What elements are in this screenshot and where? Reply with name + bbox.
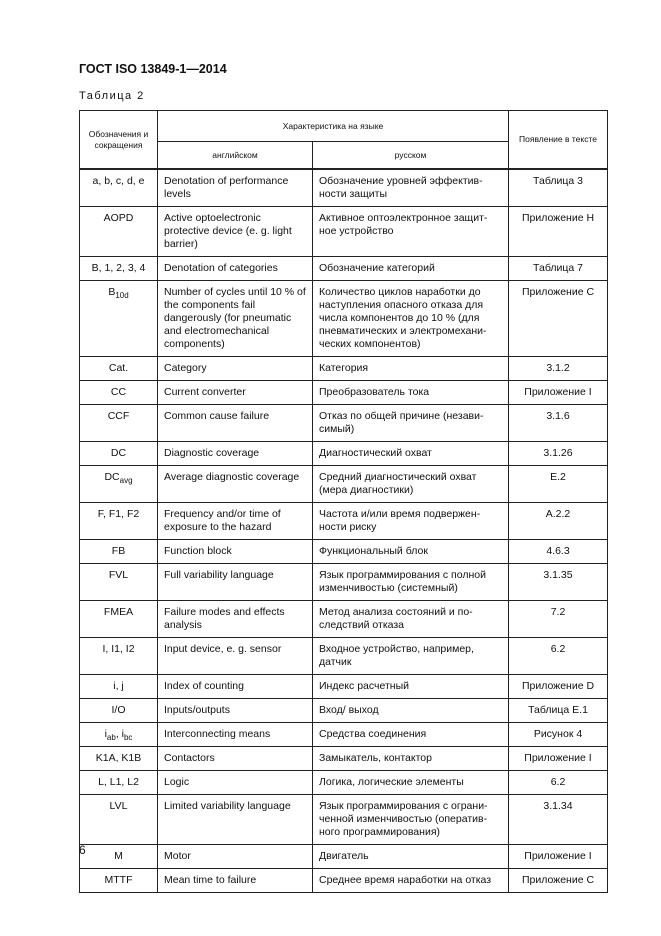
- english-cell: Logic: [158, 771, 313, 795]
- abbr-cell: [80, 281, 158, 357]
- reference-cell: 3.1.6: [509, 405, 608, 442]
- english-cell: Function block: [158, 540, 313, 564]
- table-row: [80, 466, 608, 503]
- header-russian: русском: [313, 142, 509, 170]
- english-cell: Common cause failure: [158, 405, 313, 442]
- english-cell: Interconnecting means: [158, 723, 313, 747]
- abbr-subscript: avg: [119, 476, 133, 486]
- abbr-cell: FB: [80, 540, 158, 564]
- russian-cell: Диагностический охват: [313, 442, 509, 466]
- table-row: [80, 869, 608, 893]
- abbr-cell: AOPD: [80, 207, 158, 257]
- table-caption: Таблица 2: [79, 90, 145, 102]
- english-cell: Frequency and/or time of exposure to the hazard: [158, 503, 313, 540]
- reference-cell: 3.1.35: [509, 564, 608, 601]
- english-cell: Category: [158, 357, 313, 381]
- abbr-cell: I, I1, I2: [80, 638, 158, 675]
- english-cell: Average diagnostic coverage: [158, 466, 313, 503]
- table-row: [80, 169, 608, 207]
- russian-cell: Замыкатель, контактор: [313, 747, 509, 771]
- english-cell: Limited variability language: [158, 795, 313, 845]
- table-row: [80, 675, 608, 699]
- table-row: [80, 281, 608, 357]
- reference-cell: Приложение I: [509, 747, 608, 771]
- abbr-cell: M: [80, 845, 158, 869]
- russian-cell: Индекс расчетный: [313, 675, 509, 699]
- reference-cell: Приложение I: [509, 381, 608, 405]
- reference-cell: A.2.2: [509, 503, 608, 540]
- abbr-subscript: bc: [123, 733, 133, 743]
- russian-cell: Активное оптоэлектронное защит-ное устройство: [313, 207, 509, 257]
- abbr-subscript: 10d: [115, 291, 129, 301]
- reference-cell: Приложение D: [509, 675, 608, 699]
- table-row: [80, 699, 608, 723]
- abbr-cell: Cat.: [80, 357, 158, 381]
- reference-cell: Таблица 7: [509, 257, 608, 281]
- english-cell: Active optoelectronic protective device (e. g. light barrier): [158, 207, 313, 257]
- russian-cell: Метод анализа состояний и по-следствий отказа: [313, 601, 509, 638]
- russian-cell: Частота и/или время подвержен-ности риску: [313, 503, 509, 540]
- english-cell: Diagnostic coverage: [158, 442, 313, 466]
- english-cell: Input device, e. g. sensor: [158, 638, 313, 675]
- russian-cell: Обозначение уровней эффектив-ности защиты: [313, 169, 509, 207]
- abbr-cell: i, j: [80, 675, 158, 699]
- table-row: [80, 795, 608, 845]
- reference-cell: Приложение С: [509, 869, 608, 893]
- abbr-cell: L, L1, L2: [80, 771, 158, 795]
- table-row: [80, 601, 608, 638]
- english-cell: Failure modes and effects analysis: [158, 601, 313, 638]
- page-number: 6: [79, 843, 86, 857]
- table-row: [80, 257, 608, 281]
- abbr-cell: K1A, K1B: [80, 747, 158, 771]
- russian-cell: Средства соединения: [313, 723, 509, 747]
- russian-cell: Отказ по общей причине (незави-симый): [313, 405, 509, 442]
- russian-cell: Язык программирования с ограни-ченной изменчивостью (оператив-ного программирования): [313, 795, 509, 845]
- abbr-cell: B, 1, 2, 3, 4: [80, 257, 158, 281]
- reference-cell: Таблица 3: [509, 169, 608, 207]
- russian-cell: Входное устройство, например, датчик: [313, 638, 509, 675]
- reference-cell: E.2: [509, 466, 608, 503]
- header-appearance: Появление в тексте: [509, 111, 608, 170]
- reference-cell: Таблица E.1: [509, 699, 608, 723]
- table-row: [80, 845, 608, 869]
- russian-cell: Функциональный блок: [313, 540, 509, 564]
- table-row: [80, 540, 608, 564]
- russian-cell: Среднее время наработки на отказ: [313, 869, 509, 893]
- english-cell: Mean time to failure: [158, 869, 313, 893]
- reference-cell: Приложение С: [509, 281, 608, 357]
- abbr-cell: MTTF: [80, 869, 158, 893]
- reference-cell: 3.1.26: [509, 442, 608, 466]
- abbr-main: i: [104, 728, 107, 740]
- header-characteristic: Характеристика на языке: [158, 111, 509, 142]
- abbr-cell: DC: [80, 442, 158, 466]
- english-cell: Motor: [158, 845, 313, 869]
- russian-cell: Категория: [313, 357, 509, 381]
- russian-cell: Обозначение категорий: [313, 257, 509, 281]
- russian-cell: Преобразователь тока: [313, 381, 509, 405]
- table-row: [80, 207, 608, 257]
- russian-cell: Вход/ выход: [313, 699, 509, 723]
- table-row: [80, 723, 608, 747]
- abbr-subscript: ab: [106, 733, 116, 743]
- abbr-cell: [80, 466, 158, 503]
- abbr-cell: [80, 723, 158, 747]
- russian-cell: Логика, логические элементы: [313, 771, 509, 795]
- table-row: [80, 405, 608, 442]
- header-abbr: Обозначения и сокращения: [80, 111, 158, 170]
- english-cell: Number of cycles until 10 % of the components fail dangerously (for pneumatic and electromechanical components): [158, 281, 313, 357]
- english-cell: Current converter: [158, 381, 313, 405]
- english-cell: Denotation of performance levels: [158, 169, 313, 207]
- reference-cell: 4.6.3: [509, 540, 608, 564]
- abbr-cell: I/O: [80, 699, 158, 723]
- table-row: [80, 771, 608, 795]
- reference-cell: 6.2: [509, 638, 608, 675]
- abbr-cell: F, F1, F2: [80, 503, 158, 540]
- reference-cell: 6.2: [509, 771, 608, 795]
- document-header: ГОСТ ISO 13849-1—2014: [79, 62, 227, 76]
- abbr-main: DC: [104, 471, 120, 483]
- english-cell: Inputs/outputs: [158, 699, 313, 723]
- table-row: [80, 381, 608, 405]
- reference-cell: 3.1.34: [509, 795, 608, 845]
- abbreviations-table: [79, 110, 608, 893]
- reference-cell: Рисунок 4: [509, 723, 608, 747]
- abbr-cell: LVL: [80, 795, 158, 845]
- reference-cell: 7.2: [509, 601, 608, 638]
- table-row: [80, 503, 608, 540]
- table-row: [80, 564, 608, 601]
- abbr-cell: CC: [80, 381, 158, 405]
- russian-cell: Средний диагностический охват (мера диагностики): [313, 466, 509, 503]
- table-row: [80, 442, 608, 466]
- english-cell: Contactors: [158, 747, 313, 771]
- abbr-cell: FMEA: [80, 601, 158, 638]
- abbr-cell: CCF: [80, 405, 158, 442]
- table-row: [80, 357, 608, 381]
- russian-cell: Количество циклов наработки до наступления опасного отказа для числа компонентов до 10 % (для пневматических и электромехани-ческих компонентов): [313, 281, 509, 357]
- reference-cell: Приложение I: [509, 845, 608, 869]
- reference-cell: 3.1.2: [509, 357, 608, 381]
- abbr-cell: FVL: [80, 564, 158, 601]
- english-cell: Denotation of categories: [158, 257, 313, 281]
- english-cell: Full variability language: [158, 564, 313, 601]
- abbr-cell: a, b, c, d, e: [80, 169, 158, 207]
- russian-cell: Двигатель: [313, 845, 509, 869]
- abbr-separator: , i: [115, 728, 124, 740]
- russian-cell: Язык программирования с полной изменчивостью (системный): [313, 564, 509, 601]
- table-row: [80, 638, 608, 675]
- english-cell: Index of counting: [158, 675, 313, 699]
- table-row: [80, 747, 608, 771]
- abbr-main: B: [108, 286, 116, 298]
- reference-cell: Приложение H: [509, 207, 608, 257]
- header-english: английском: [158, 142, 313, 170]
